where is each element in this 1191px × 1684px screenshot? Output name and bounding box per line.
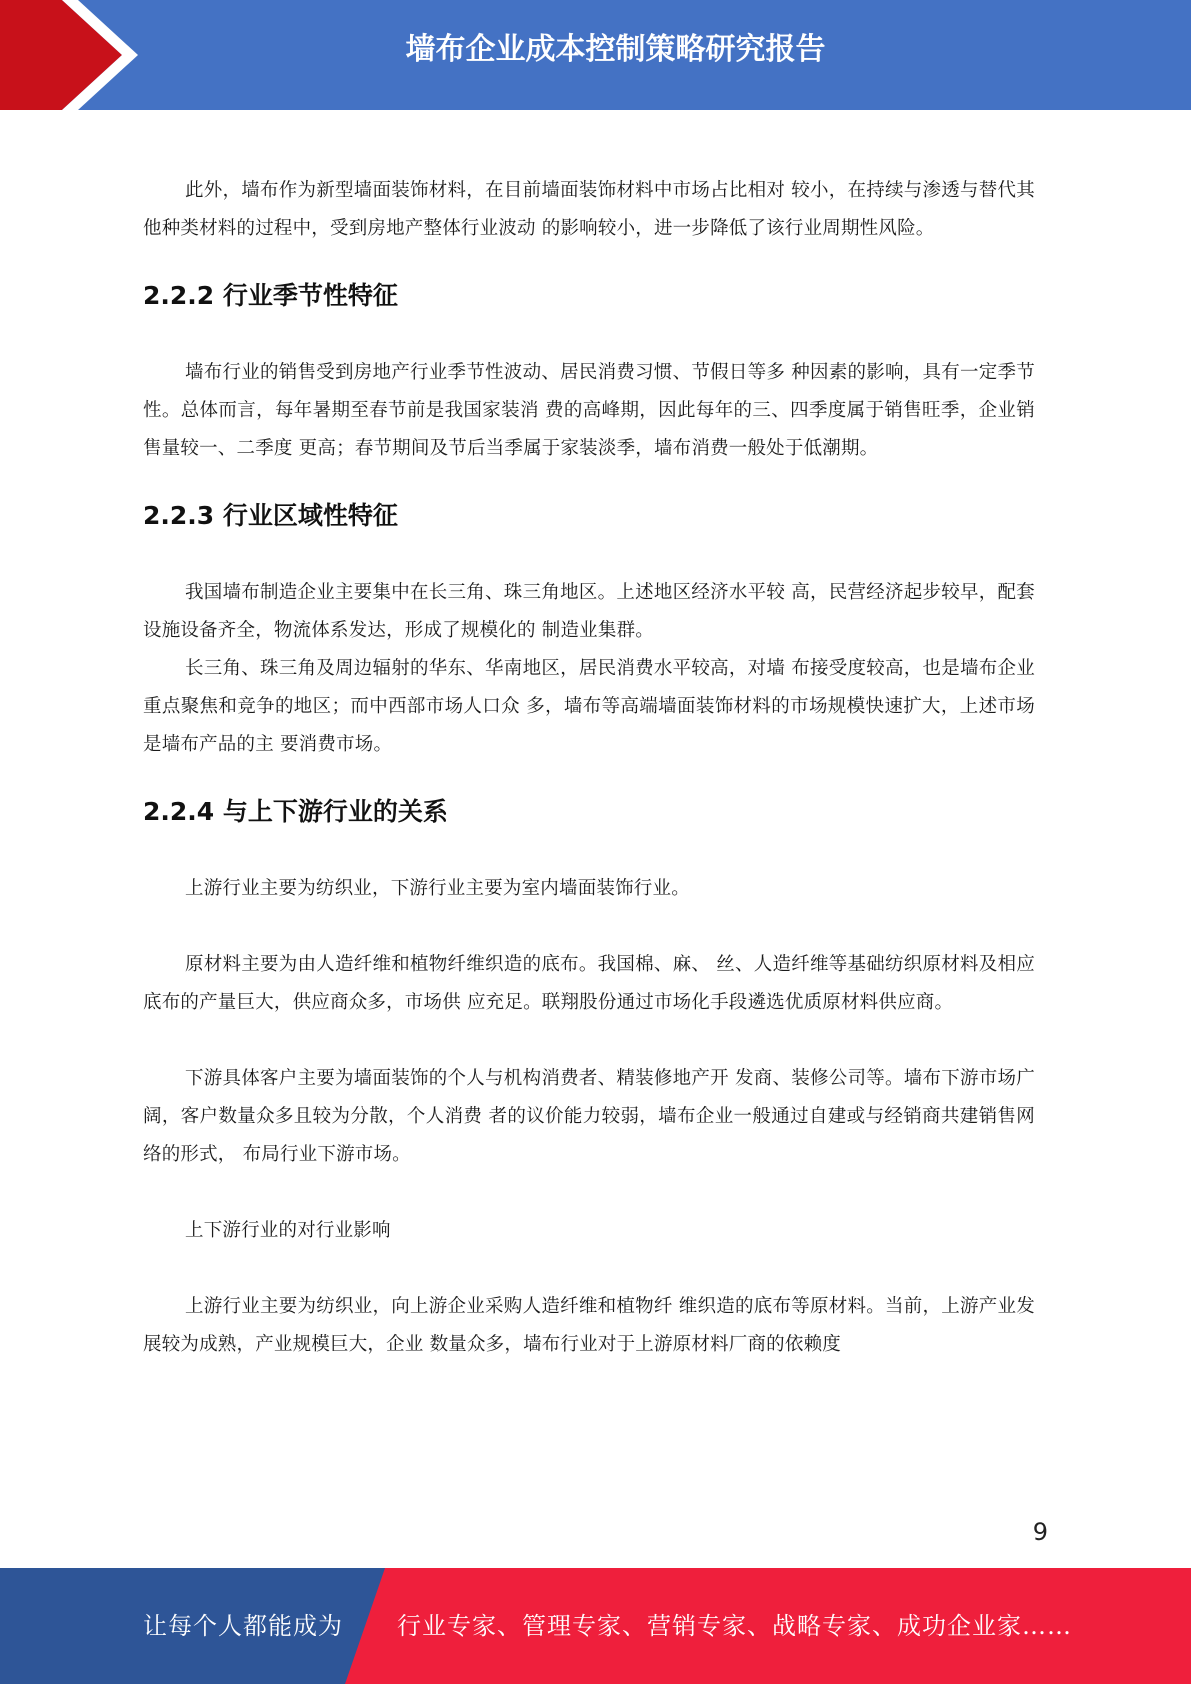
page-footer [0, 1568, 1191, 1684]
footer-slogan-right: 行业专家、管理专家、营销专家、战略专家、成功企业家…… [397, 1612, 1072, 1640]
page-number: 9 [1032, 1518, 1048, 1546]
page-header [0, 0, 1191, 110]
paragraph: 下游具体客户主要为墙面装饰的个人与机构消费者、精装修地产开 发商、装修公司等。墙布下游市场广阔，客户数量众多且较为分散，个人消费 者的议价能力较弱，墙布企业一般通过自建或与经销商共建销售网络的形式， 布局行业下游市场。 [143, 1068, 1035, 1165]
section-heading-2-2-2: 2.2.2 行业季节性特征 [143, 281, 398, 310]
paragraph-subtitle: 上下游行业的对行业影响 [185, 1220, 391, 1241]
paragraph: 我国墙布制造企业主要集中在长三角、珠三角地区。上述地区经济水平较 高，民营经济起步较早，配套设施设备齐全，物流体系发达，形成了规模化的 制造业集群。 [143, 582, 1035, 641]
section-heading-2-2-3: 2.2.3 行业区域性特征 [143, 501, 398, 530]
footer-slogan-left: 让每个人都能成为 [143, 1612, 343, 1640]
paragraph: 上游行业主要为纺织业，向上游企业采购人造纤维和植物纤 维织造的底布等原材料。当前，上游产业发展较为成熟，产业规模巨大，企业 数量众多，墙布行业对于上游原材料厂商的依赖度 [143, 1296, 1035, 1355]
paragraph: 墙布行业的销售受到房地产行业季节性波动、居民消费习惯、节假日等多 种因素的影响，具有一定季节性。总体而言，每年暑期至春节前是我国家装消 费的高峰期，因此每年的三、四季度属于销售旺季，企业销售量较一、二季度 更高；春节期间及节后当季属于家装淡季，墙布消费一般处于低潮期。 [143, 362, 1035, 459]
paragraph: 长三角、珠三角及周边辐射的华东、华南地区，居民消费水平较高，对墙 布接受度较高，也是墙布企业重点聚焦和竞争的地区；而中西部市场人口众 多，墙布等高端墙面装饰材料的市场规模快速扩大，上述市场是墙布产品的主 要消费市场。 [143, 658, 1035, 755]
header-title: 墙布企业成本控制策略研究报告 [405, 32, 826, 67]
document-body [143, 172, 1035, 1364]
paragraph: 此外，墙布作为新型墙面装饰材料，在目前墙面装饰材料中市场占比相对 较小，在持续与渗透与替代其他种类材料的过程中，受到房地产整体行业波动 的影响较小，进一步降低了该行业周期性风险。 [143, 180, 1035, 239]
section-heading-2-2-4: 2.2.4 与上下游行业的关系 [143, 797, 448, 826]
paragraph: 原材料主要为由人造纤维和植物纤维织造的底布。我国棉、麻、 丝、人造纤维等基础纺织原材料及相应底布的产量巨大，供应商众多，市场供 应充足。联翔股份通过市场化手段遴选优质原材料供应商。 [143, 954, 1035, 1013]
paragraph: 上游行业主要为纺织业，下游行业主要为室内墙面装饰行业。 [185, 878, 690, 899]
